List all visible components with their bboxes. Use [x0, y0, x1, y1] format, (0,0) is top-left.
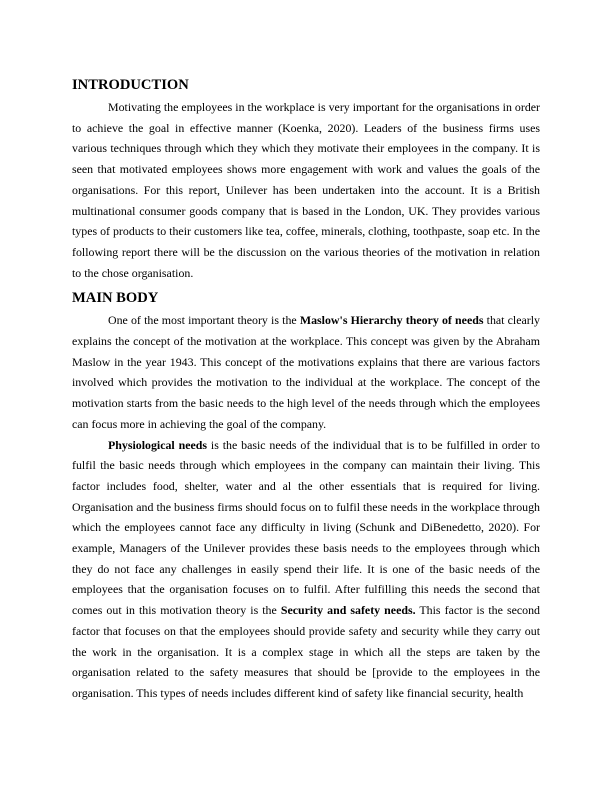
introduction-paragraph: Motivating the employees in the workplace is very important for the organisations in order to achieve the goal in effective manner (Koenka, 2020). Leaders of the business firms uses various techniques through which they which they motivate their employees in the company. It is seen that motivated employees shows more engagement with work and values the goals of the organisations. For this report, Unilever has been undertaken into the account. It is a British multinational consumer goods company that is based in the London, UK. They provides various types of products to their customers like tea, coffee, minerals, clothing, toothpaste, soap etc. In the following report there will be the discussion on the various theories of the motivation in relation to the chose organisation.: [72, 100, 540, 280]
introduction-heading: INTRODUCTION: [72, 77, 189, 93]
physiological-paragraph-text-2: This factor is the second factor that focuses on that the employees should provide safety and security while they carry out the work in the organisation. It is a complex stage in which all the steps are taken by the organisation related to the safety measures that should be [provide to the employees in the organisation. This types of needs includes different kind of safety like financial security, health: [72, 603, 540, 700]
physiological-needs-bold: Physiological needs: [108, 437, 208, 452]
main-body-heading: MAIN BODY: [72, 290, 159, 307]
maslow-paragraph-text-before: One of the most important theory is the: [108, 313, 300, 328]
physiological-paragraph-text-1: is the basic needs of the individual that is to be fulfilled in order to fulfil the basic needs through which employees in the company can maintain their living. This factor includes food, shelter, water and al the other essentials that is required for living. Organisation and the business firms should focus on to fulfil these needs in the workplace through which the employees cannot face any difficulty in living (Schunk and DiBenedetto, 2020). For example, Managers of the Unilever provides these basis needs to the employees through which they do not face any challenges in easily spend their life. It is one of the basic needs of the employees that the organisation focuses on to fulfil. After fulfilling this needs the second that comes out in this motivation theory is the: [72, 437, 540, 618]
maslow-paragraph: [72, 310, 540, 434]
document-page: [72, 76, 540, 704]
maslow-theory-bold: Maslow's Hierarchy theory of needs: [299, 313, 484, 328]
security-safety-needs-bold: Security and safety needs.: [280, 603, 416, 618]
maslow-paragraph-text-after: that clearly explains the concept of the motivation at the workplace. This concept was given by the Abraham Maslow in the year 1943. This concept of the motivations explains that there are various factors involved which provides the motivation to the individual at the workplace. The concept of the motivation starts from the basic needs to the high level of the needs through which the employees can focus more in achieving the goal of the company.: [72, 313, 541, 431]
physiological-paragraph: [72, 435, 540, 704]
